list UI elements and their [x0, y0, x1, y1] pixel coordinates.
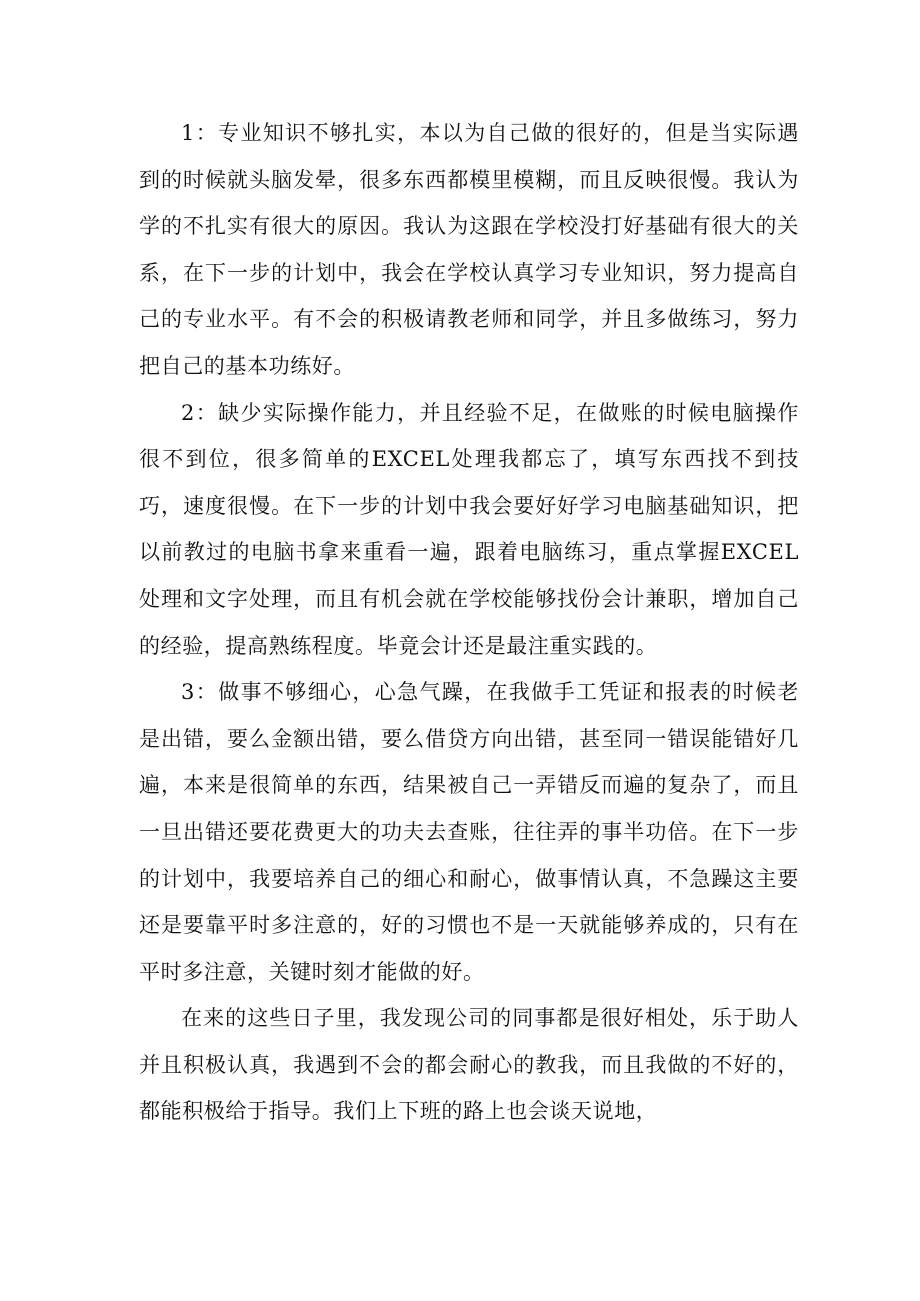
paragraph-3: 3：做事不够细心，心急气躁，在我做手工凭证和报表的时候老是出错，要么金额出错，要么借贷方向出错，甚至同一错误能错好几遍，本来是很简单的东西，结果被自己一弄错反而遍的复杂了，而且一旦出错还要花费更大的功夫去查账，往往弄的事半功倍。在下一步的计划中，我要培养自己的细心和耐心，做事情认真，不急躁这主要还是要靠平时多注意的，好的习惯也不是一天就能够养成的，只有在平时多注意，关键时刻才能做的好。: [139, 680, 799, 984]
paragraph-4: 在来的这些日子里，我发现公司的同事都是很好相处，乐于助人并且积极认真，我遇到不会的都会耐心的教我，而且我做的不好的，都能积极给于指导。我们上下班的路上也会谈天说地，: [139, 1006, 799, 1124]
paragraph-2: 2：缺少实际操作能力，并且经验不足，在做账的时候电脑操作很不到位，很多简单的EXCEL处理我都忘了，填写东西找不到技巧，速度很慢。在下一步的计划中我会要好好学习电脑基础知识，把以前教过的电脑书拿来重看一遍，跟着电脑练习，重点掌握EXCEL处理和文字处理，而且有机会就在学校能够找份会计兼职，增加自己的经验，提高熟练程度。毕竟会计还是最注重实践的。: [139, 400, 799, 658]
paragraph-1: 1：专业知识不够扎实，本以为自己做的很好的，但是当实际遇到的时候就头脑发晕，很多东西都模里模糊，而且反映很慢。我认为学的不扎实有很大的原因。我认为这跟在学校没打好基础有很大的关系，在下一步的计划中，我会在学校认真学习专业知识，努力提高自己的专业水平。有不会的积极请教老师和同学，并且多做练习，努力把自己的基本功练好。: [139, 121, 799, 378]
document-body: [139, 110, 799, 1135]
